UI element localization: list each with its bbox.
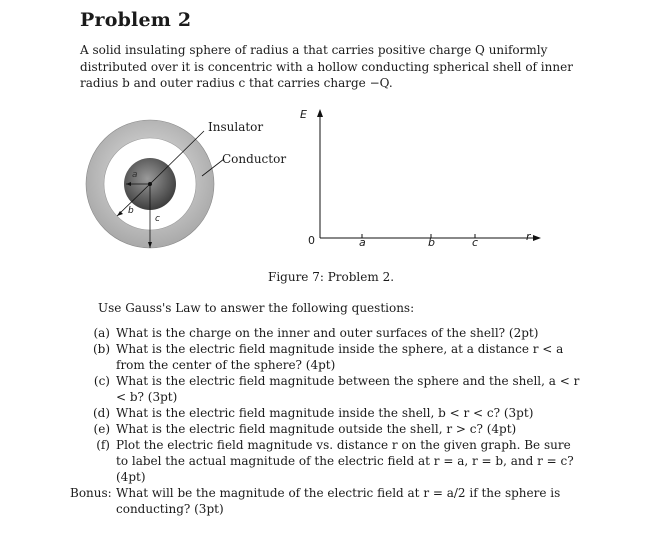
question-text: What is the charge on the inner and outer surfaces of the shell? (2pt) bbox=[116, 326, 539, 340]
question-item bbox=[70, 341, 580, 373]
question-item bbox=[70, 325, 580, 341]
question-item bbox=[70, 405, 580, 421]
bonus-question bbox=[70, 485, 580, 517]
question-label: (e) bbox=[93, 422, 110, 436]
question-label: Bonus: bbox=[70, 486, 112, 500]
problem-intro: A solid insulating sphere of radius a that carries positive charge Q uniformly distributed over it is concentric with a hollow conducting spherical shell of inner radius b and outer radius c that carries charge −Q. bbox=[80, 43, 573, 90]
figure-caption: Figure 7: Problem 2. bbox=[268, 270, 395, 284]
question-text: Plot the electric field magnitude vs. distance r on the given graph. Be sure to label the actual magnitude of the electric field at r = a, r = b, and r = c? (4pt) bbox=[116, 438, 574, 484]
question-item bbox=[70, 373, 580, 405]
question-text: What is the electric field magnitude between the sphere and the shell, a < r < b? (3pt) bbox=[116, 374, 580, 404]
radius-c-label: c bbox=[155, 214, 160, 224]
radius-b-label: b bbox=[128, 206, 134, 216]
origin-label: 0 bbox=[308, 234, 315, 247]
question-text: What is the electric field magnitude inside the shell, b < r < c? (3pt) bbox=[116, 406, 534, 420]
question-item bbox=[70, 437, 580, 485]
x-axis-label: r bbox=[526, 230, 531, 243]
question-label: (f) bbox=[96, 438, 110, 452]
y-axis-arrow bbox=[317, 109, 323, 117]
x-axis-arrow bbox=[533, 235, 541, 241]
problem-title: Problem 2 bbox=[80, 9, 192, 31]
tick-label-a: a bbox=[359, 236, 366, 249]
question-item bbox=[70, 421, 580, 437]
conductor-label: Conductor bbox=[222, 152, 287, 166]
question-text: What is the electric field magnitude inside the sphere, at a distance r < a from the center of the sphere? (4pt) bbox=[116, 342, 564, 372]
tick-label-b: b bbox=[428, 236, 435, 249]
question-text: What is the electric field magnitude outside the shell, r > c? (4pt) bbox=[116, 422, 517, 436]
instructions: Use Gauss's Law to answer the following questions: bbox=[98, 301, 415, 315]
y-axis-label: E bbox=[300, 108, 307, 121]
question-label: (d) bbox=[92, 406, 110, 420]
question-label: (b) bbox=[92, 342, 110, 356]
question-list bbox=[70, 325, 580, 517]
question-label: (a) bbox=[93, 326, 110, 340]
tick-label-c: c bbox=[472, 236, 479, 249]
question-text: What will be the magnitude of the electric field at r = a/2 if the sphere is conducting? (3pt) bbox=[116, 486, 561, 516]
figure bbox=[84, 106, 544, 266]
question-label: (c) bbox=[93, 374, 110, 388]
insulator-label: Insulator bbox=[208, 120, 264, 134]
radius-a-label: a bbox=[132, 170, 138, 180]
